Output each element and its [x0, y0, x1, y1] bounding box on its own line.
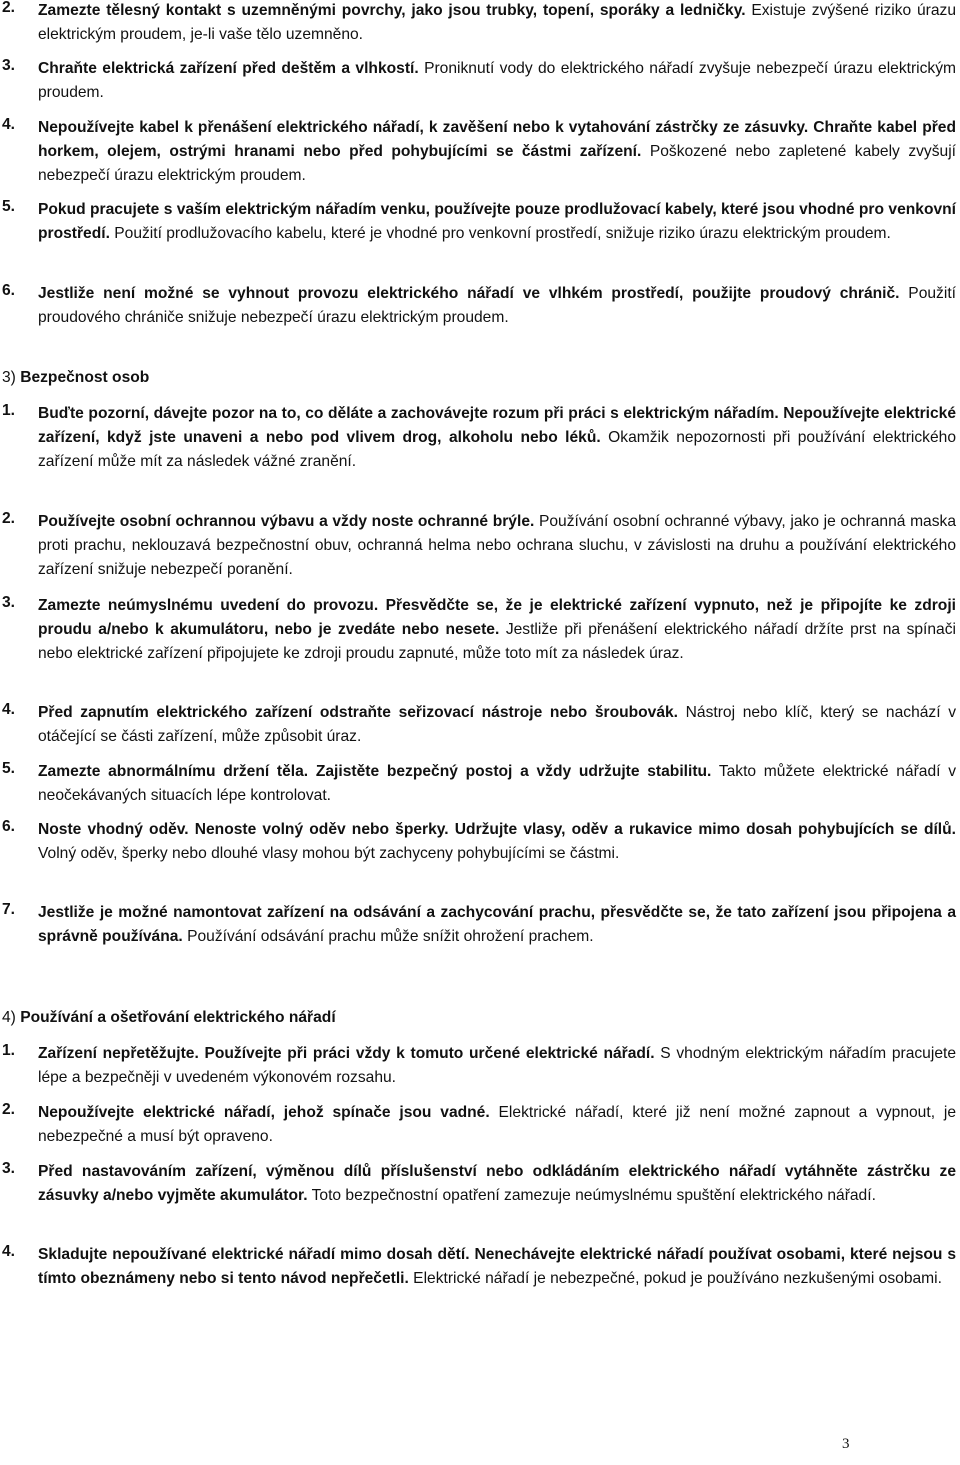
- item-number: 1.: [2, 402, 16, 419]
- item-number: 7.: [2, 901, 16, 918]
- item-text: [38, 594, 956, 666]
- item-text: [38, 1042, 956, 1090]
- item-number: 4.: [2, 1243, 16, 1260]
- section-number: 4): [2, 1009, 21, 1026]
- item-text: [38, 1160, 956, 1208]
- item-body-text: Proniknutí vody do elektrického nářadí zvyšuje nebezpečí úrazu elektrickým proudem.: [38, 60, 956, 101]
- list-item: [2, 760, 956, 808]
- item-bold-text: Před zapnutím elektrického zařízení odstraňte seřizovací nástroje nebo šroubovák.: [38, 704, 679, 721]
- item-number: 2.: [2, 1101, 16, 1118]
- item-bold-text: Zamezte neúmyslnému uvedení do provozu. Přesvědčte se, že je elektrické zařízení vypnuto, než je připojíte ke zdroji proudu a/nebo k akumulátoru, nebo je zvedáte nebo nesete.: [38, 597, 956, 638]
- list-item: [2, 57, 956, 105]
- item-bold-text: Chraňte elektrická zařízení před deštěm a vlhkostí.: [38, 60, 419, 77]
- item-bold-text: Zařízení nepřetěžujte. Používejte při práci vždy k tomuto určené elektrické nářadí.: [38, 1045, 655, 1062]
- item-text: [38, 57, 956, 105]
- section-number: 3): [2, 369, 21, 386]
- item-body-text: Jestliže při přenášení elektrického nářadí držíte prst na spínači nebo elektrické zařízení připojujete ke zdroji proudu zapnuté, může toto mít za následek úraz.: [38, 621, 956, 662]
- item-body-text: Volný oděv, šperky nebo dlouhé vlasy mohou být zachyceny pohybujícími se částmi.: [38, 845, 620, 862]
- item-text: [38, 116, 956, 188]
- item-number: 3.: [2, 57, 16, 74]
- item-text: [38, 510, 956, 582]
- item-text: [38, 760, 956, 808]
- item-number: 6.: [2, 818, 16, 835]
- item-number: 1.: [2, 1042, 16, 1059]
- list-item: [2, 901, 956, 949]
- item-body-text: Takto můžete elektrické nářadí v neočekávaných situacích lépe kontrolovat.: [38, 763, 956, 804]
- item-number: 5.: [2, 760, 16, 777]
- list-item: [2, 1101, 956, 1149]
- list-item: [2, 0, 956, 47]
- section-heading: [2, 1006, 336, 1030]
- item-body-text: Nástroj nebo klíč, který se nachází v otáčející se části zařízení, může způsobit úraz.: [38, 704, 956, 745]
- list-item: [2, 1160, 956, 1208]
- list-item: [2, 116, 956, 188]
- item-number: 2.: [2, 0, 16, 16]
- section-heading: [2, 366, 149, 390]
- item-text: [38, 701, 956, 749]
- item-text: [38, 1101, 956, 1149]
- item-text: [38, 402, 956, 474]
- item-number: 4.: [2, 116, 16, 133]
- item-bold-text: Zamezte abnormálnímu držení těla. Zajistěte bezpečný postoj a vždy udržujte stabilitu.: [38, 763, 712, 780]
- list-item: [2, 1042, 956, 1090]
- item-text: [38, 901, 956, 949]
- list-item: [2, 1243, 956, 1291]
- list-item: [2, 818, 956, 866]
- list-item: [2, 402, 956, 474]
- item-bold-text: Skladujte nepoužívané elektrické nářadí mimo dosah dětí. Nenechávejte elektrické nářadí používat osobami, které nejsou s tímto obeznámeny nebo si tento návod nepřečetli.: [38, 1246, 956, 1287]
- item-number: 6.: [2, 282, 16, 299]
- list-item: [2, 198, 956, 246]
- item-body-text: Použití proudového chrániče snižuje nebezpečí úrazu elektrickým proudem.: [38, 285, 956, 326]
- item-body-text: Elektrické nářadí, které již není možné zapnout a vypnout, je nebezpečné a musí být opraveno.: [38, 1104, 956, 1145]
- item-bold-text: Noste vhodný oděv. Nenoste volný oděv nebo šperky. Udržujte vlasy, oděv a rukavice mimo dosah pohybujících se dílů.: [38, 821, 956, 838]
- section-title: Bezpečnost osob: [20, 369, 150, 386]
- item-bold-text: Nepoužívejte elektrické nářadí, jehož spínače jsou vadné.: [38, 1104, 490, 1121]
- item-body-text: S vhodným elektrickým nářadím pracujete lépe a bezpečněji v uvedeném výkonovém rozsahu.: [38, 1045, 957, 1086]
- item-body-text: Poškozené nebo zapletené kabely zvyšují nebezpečí úrazu elektrickým proudem.: [38, 143, 956, 184]
- item-bold-text: Před nastavováním zařízení, výměnou dílů příslušenství nebo odkládáním elektrického nářadí vytáhněte zástrčku ze zásuvky a/nebo vyjměte akumulátor.: [38, 1163, 956, 1204]
- item-body-text: Elektrické nářadí je nebezpečné, pokud je používáno nezkušenými osobami.: [408, 1270, 942, 1287]
- list-item: [2, 282, 956, 330]
- item-bold-text: Používejte osobní ochrannou výbavu a vždy noste ochranné brýle.: [38, 513, 535, 530]
- item-body-text: Toto bezpečnostní opatření zamezuje neúmyslnému spuštění elektrického nářadí.: [307, 1187, 876, 1204]
- item-bold-text: Jestliže není možné se vyhnout provozu elektrického nářadí ve vlhkém prostředí, použijte proudový chránič.: [38, 285, 900, 302]
- item-number: 5.: [2, 198, 16, 215]
- item-text: [38, 818, 956, 866]
- list-item: [2, 701, 956, 749]
- item-bold-text: Pokud pracujete s vaším elektrickým nářadím venku, používejte pouze prodlužovací kabely, které jsou vhodné pro venkovní prostředí.: [38, 201, 956, 242]
- item-body-text: Okamžik nepozornosti při používání elektrického zařízení může mít za následek vážné zranění.: [38, 429, 956, 470]
- item-body-text: Použití prodlužovacího kabelu, které je vhodné pro venkovní prostředí, snižuje riziko úrazu elektrickým proudem.: [109, 225, 891, 242]
- list-item: [2, 594, 956, 666]
- item-text: [38, 0, 956, 47]
- page-number: 3: [842, 1436, 850, 1452]
- list-item: [2, 510, 956, 582]
- item-text: [38, 282, 956, 330]
- item-number: 2.: [2, 510, 16, 527]
- item-bold-text: Buďte pozorní, dávejte pozor na to, co děláte a zachovávejte rozum při práci s elektrickým nářadím. Nepoužívejte elektrické zařízení, když jste unaveni a nebo pod vlivem drog, alkoholu nebo léků.: [38, 405, 956, 446]
- item-body-text: Používání odsávání prachu může snížit ohrožení prachem.: [182, 928, 594, 945]
- item-bold-text: Jestliže je možné namontovat zařízení na odsávání a zachycování prachu, přesvědčte se, že tato zařízení jsou připojena a správně používána.: [38, 904, 956, 945]
- item-text: [38, 1243, 956, 1291]
- item-number: 4.: [2, 701, 16, 718]
- item-number: 3.: [2, 1160, 16, 1177]
- item-text: [38, 198, 956, 246]
- item-body-text: Existuje zvýšené riziko úrazu elektrickým proudem, je-li vaše tělo uzemněno.: [38, 2, 956, 43]
- item-bold-text: Zamezte tělesný kontakt s uzemněnými povrchy, jako jsou trubky, topení, sporáky a ledničky.: [38, 2, 746, 19]
- section-title: Používání a ošetřování elektrického nářadí: [20, 1009, 336, 1026]
- item-number: 3.: [2, 594, 16, 611]
- item-body-text: Používání osobní ochranné výbavy, jako je ochranná maska proti prachu, neklouzavá bezpečnostní obuv, ochranná helma nebo ochrana sluchu, v závislosti na druhu a používání elektrického zařízení snižuje nebezpečí poranění.: [38, 513, 956, 578]
- item-bold-text: Nepoužívejte kabel k přenášení elektrického nářadí, k zavěšení nebo k vytahování zástrčky ze zásuvky. Chraňte kabel před horkem, olejem, ostrými hranami nebo před pohybujícími se částmi zařízení.: [38, 119, 956, 160]
